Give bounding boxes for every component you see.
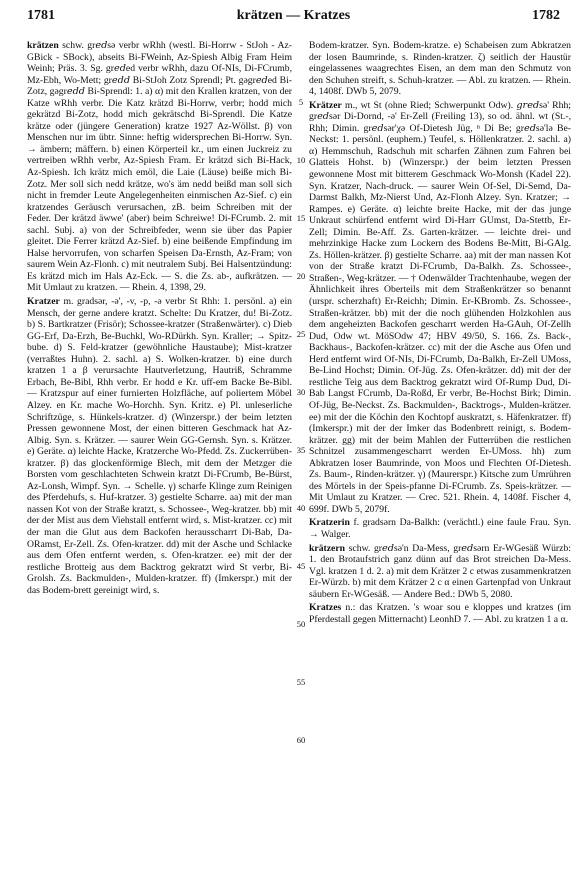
entry-kraetzer [309,100,571,516]
line-number: 30 [296,387,306,397]
entry-headword: Kratzerin [309,517,350,529]
entry-body: m., wt St (ohne Ried; Schwerpunkt Odw). 𝑔𝑟𝑒𝑑sə' Rhh; gr𝑒𝑑sər Di-Dornd, -ə' Er-Zell (Freiling 13), so od. ähnl. wt (St.-, Rhh; Dimin. gr𝑒𝑑sər'χə Of-Dietesh Jüg, ⁿ Di Be; gr𝑒𝑑sə'lə Be-Neckst: 1. persönl. (euphem.) Teufel, s. Höllenkratzer. 2. sachl. a) α) Hemmschuh, Radschuh mit scharfen Zähnen zum Fahren bei Glatteis Hohst. b) (Winzerspr.) der beim letzten Pressen gewonnene Most mit bitterem Geschmack Wo-Monsh (Kadel 22). Syn. Kratzer, Nach-druck. — saurer Wein Of-Sel, Di-Semd, Da-Darmst Balkh, Mz-Nierst Und, Az-Flonh Alzey. Syn. Kratzer; → Rampes. e) Geräte. α) leichte breite Hacke, mit der das junge Unkraut schürfend entfernt wird Di-Harr GUmst, Da-Stettb, Er-Zell; Dimin. Be-Aff. Zs. Garten-krätzer. — leichte drei- und mehrzinkige Hacke zum Lockern des Bodens Be-Mitt, Bi-GAlg. Zs. Höllen-krätzer. β) gestielte Scharre. aa) mit der man nassen Kot von der Straße kratzt Di-FCrumb, Da-Balkh. Zs. Schossee-, Straßen-, Weg-krätzer. — † Odenwälder Trachtenhaube, wegen der Ähnlichkeit ihres Oberteils mit dem Straßenkrätzer so benannt (urspr. scherzhaft) Er-Reichh; Dimin. Er-KBromb. Zs. Schossee-, Straßen-krätzer. bb) mit der die noch glühenden Holzkohlen aus dem angeheizten Backofen gescharrt werden Ha-GAuh, Of-Zellh Dud, Odw wt. MöSOdw 47; HBV 49/50, S. 166. Zs. Back-, Backhaus-, Backofen-krätzer. cc) mit der die Asche aus Ofen und Herd entfernt wird Of-NIs, Di-FCrumb, Da-Balkh, Er-Zell UMoss, Be-Lind Hochst; Dimin. Of-Jüg. Zs. Ofen-krätzer. dd) mit der der restliche Teig aus dem Backtrog gekratzt wird Of-Rump Dud, Di-Bab Langst FCrumb, Da-Roßd, Er verbr, Be-Hochst Birk; Dimin. Of-Jüg, Be-Neckst. Zs. Backmulden-, Backtrogs-, Mulden-krätzer. ee) mit der die Köchin den Kochtopf auskratzt, s. Häfenkratzer. ff) (Imkerspr.) mit der der Imker das Bodenbrett reinigt, s. Bodem-krätzer. gg) mit der beim Mahlen der Futterrüben die restlichen Schnitzel zusammengescharrt werden Er-UMoss. hh) zum Abkratzen loser Baumrinde, von Moos und Flechten Of-Dietesh. Zs. Baum-, Rinden-krätzer. γ) (Maurerspr.) Kitsche zum Umrühren des Mörtels in der Speis-pfanne Di-FCrumb. Zs. Speis-krätzer. — Mit Umlaut zu Kratzer. — Crec. 521. Rhein. 4, 1408f. Fischer 4, 699f. DWb 5, 2079f. [309,99,571,515]
entry-body: Bodem-kratzer. Syn. Bodem-kratze. e) Schabeisen zum Abkratzen der losen Baumrinde, s. Rinden-kratzer. ζ) seitlich der Haustür eingelassenes waagrechtes Eisen, an dem man den Schmutz von den Schuhen streift, s. Schuh-kratzer. — Abl. zu kratzen. — Rhein. 4, 1408f. DWb 5, 2079. [309,40,571,98]
right-page-number: 1782 [532,8,560,23]
entry-body: f. gradsərn Da-Balkh: (verächtl.) eine faule Frau. Syn. → Walger. [309,517,571,540]
entry-kratzer-continued [309,40,571,98]
line-number: 10 [296,155,306,165]
line-number: 45 [296,561,306,571]
line-number: 20 [296,271,306,281]
entry-headword: Kratzes [309,602,342,614]
line-number: 15 [296,213,306,223]
line-number: 5 [298,97,304,107]
entry-kraetzen [27,40,292,294]
left-column [27,40,292,596]
line-number: 25 [296,329,306,339]
entry-body: schw. gr𝑒𝑑sə'n Da-Mess, gr𝑒𝑑sərn Er-WGesäß Würzb: 1. den Brotaufstrich ganz dünn auf das Brot streichen Da-Mess. Vgl. kratzen 1 d. 2. a) mit dem Krätzer 2 c etwas zusammenkratzen Er-Würzb. b) mit dem Krätzer 2 c α einen Gartenpfad von Unkraut säubern Er-WGesäß. — Andere Bed.: DWb 5, 2080. [309,542,571,600]
entry-headword: krätzen [27,40,59,51]
line-number: 35 [296,445,306,455]
left-page-number: 1781 [27,8,55,23]
page-header [27,8,560,26]
line-number: 40 [296,503,306,513]
entry-body: m. gradsər, -ə', -v, -p, -ə verbr St Rhh: 1. persönl. a) ein Mensch, der gerne andere kratzt. Schelte: Du Kratzer, du! Bi-Zotz. b) S. Bartkratzer (Frisör); Schossee-kratzer (Straßenwärter). c) Dieb GG-Erf, Da-Erzh, Be-Buchkl, Wo-RDürkh. Syn. Kraller; → Spitz-bube. d) S. Feld-kratzer (gewöhnliche Haustaube); Mist-kratzer (verraßtes Huhn). 2. sachl. a) S. Wolken-kratzer. b) eine durch kratzen 1 a β verursachte Hautverletzung, Hautriß, Schramme Erbach, Be-Bibl, Rhh verbr. Er hodd e Kr. uff-em Backe Be-Bibl. — Kratzspur auf einer furnierten Holzfläche, auf poliertem Möbel Alzey. en Kr. mache Wo-Horchh. Syn. Kritz. e) Pl. unleserliche Schriftzüge, s. Hünkels-kratzer. d) (Winzerspr.) der beim letzten Pressen gewonnene Most, der einen bitteren Geschmack hat Az-Albig. Syn. s. Krätzer. — saurer Wein GG-Gernsh. Syn. s. Krätzer. e) Geräte. α) leichte Hacke, Kratzerche Wo-Pfedd. Zs. Zuckerrüben-kratzer. β) das glockenförmige Blech, mit dem der Metzger die Borsten vom geschlachteten Schwein kratzt Di-FCrumb, Be-Bürst, Az-Lonsh, Wimpf. Syn. → Schelle. γ) scharfe Klinge zum Reinigen des Pferdehufs, s. Huf-kratzer. 3) gestielte Scharre. aa) mit der man nassen Kot von der Straße kratzt, s. Schossee-, Weg-kratzer. bb) mit der der Mist aus dem Viehstall entfernt wird, s. Mist-kratzer. cc) mit der man die Glut aus dem Backofen herausscharrt Di-Bab, Da-ORamst, Er-Zell. Zs. Ofen-kratzer. dd) mit der Asche und Schlacke aus dem Ofen entfernt werden, s. Ofen-kratzer. ee) mit der der restliche Brotteig aus dem Backtrog gekratzt wird St verbr, Bi-Grolsh. Zs. Backmulden-, Mulden-kratzer. ff) (Imkerspr.) mit der das Bodem-brett gereinigt wird, s. [27,296,293,596]
entry-kraetzern [309,543,571,601]
right-column [309,40,571,625]
entry-headword: Kratzer [27,296,60,308]
entry-headword: krätzern [309,542,346,554]
entry-kratzerin [309,517,571,540]
entry-body: schw. gr𝑒𝑑sə verbr wRhh (westl. Bi-Horrw - StJoh - Az-GBick - SBock), abseits Bi-FWeinh, Az-Spiesh Albig Fram Heim Weinh; Präs. 3. Sg. gr𝑒𝑑ed verbr wRhh, dazu Of-NIs, Di-FCrumb, Mz-Ebh, Wo-Mett; gr𝑒𝑑𝑑 Bi-StJoh Zotz Sprendl; Pt. gəgr𝑒𝑑ed Bi-Zotz, gəgr𝑒𝑑𝑑 Bi-Sprendl: 1. a) α) mit den Krallen kratzen, von der Katze wRhh verbr. Die Katz krätzd Bi-Horrw, verbr; hodd mich gekrätzd Bi-Zotz, hodd mich gekrätschd Bi-Sprendl. Die Katze krätze oder (jüngere Generation) kratze 1927 Az-Wöllst. β) von Menschen nur im übtr. Sinne: heftig widersprechen Bi-Horrw. Syn. → ämbern; mäffern. b) einen Körperteil kr., um einen Juckreiz zu vertreiben wRhh verbr, Az-Spiesh Fram. Er krätzd sich Bi-Hack, Az-Spiesh. Ich krätz mich emöl, die Laie (Läuse) beiße mich Bi-Zotz. Mer soll sich nedd krätze, wo's äm nedd beißd man soll sich nicht in fremder Leute Angelegenheiten einmischen Az-Sief. c) ein kratzendes Geräusch verursachen, zB. beim Schreiben mit der Feder. Der krätzd äwwe' (aber) beim Schreiwe! Di-FCrumb. 2. mit sachl. Subj. a) von der Schreibfeder, wenn sie über das Papier gleitet. Die Ferrer krätzd Az-Sief. b) eine beißende Empfindung im Halse hervorrufen, von scharfen Speisen Da-Ernsth, Az-Fram; von saurem Wein Az-Flonh. c) mit neutralem Subj. Bei Halsentzündung: Es krätzd mich im Hals Az-Eck. — S. die Zs. ab-, aufkrätzen. — Mit Umlaut zu kratzen. — Rhein. 4, 1398, 29. [27,40,292,294]
entry-headword: Krätzer [309,99,342,111]
running-title: krätzen — Kratzes [236,8,351,23]
line-number: 55 [296,677,306,687]
entry-kratzer [27,296,292,596]
line-number: 50 [296,619,306,629]
line-number: 60 [296,735,306,745]
entry-kratzes [309,602,571,625]
entry-body: n.: das Kratzen. 's woar sou e kloppes und kratzes (im Pferdestall gegen Mitternacht) LeonhD 7. — Abl. zu kratzen 1 a α. [309,602,571,625]
